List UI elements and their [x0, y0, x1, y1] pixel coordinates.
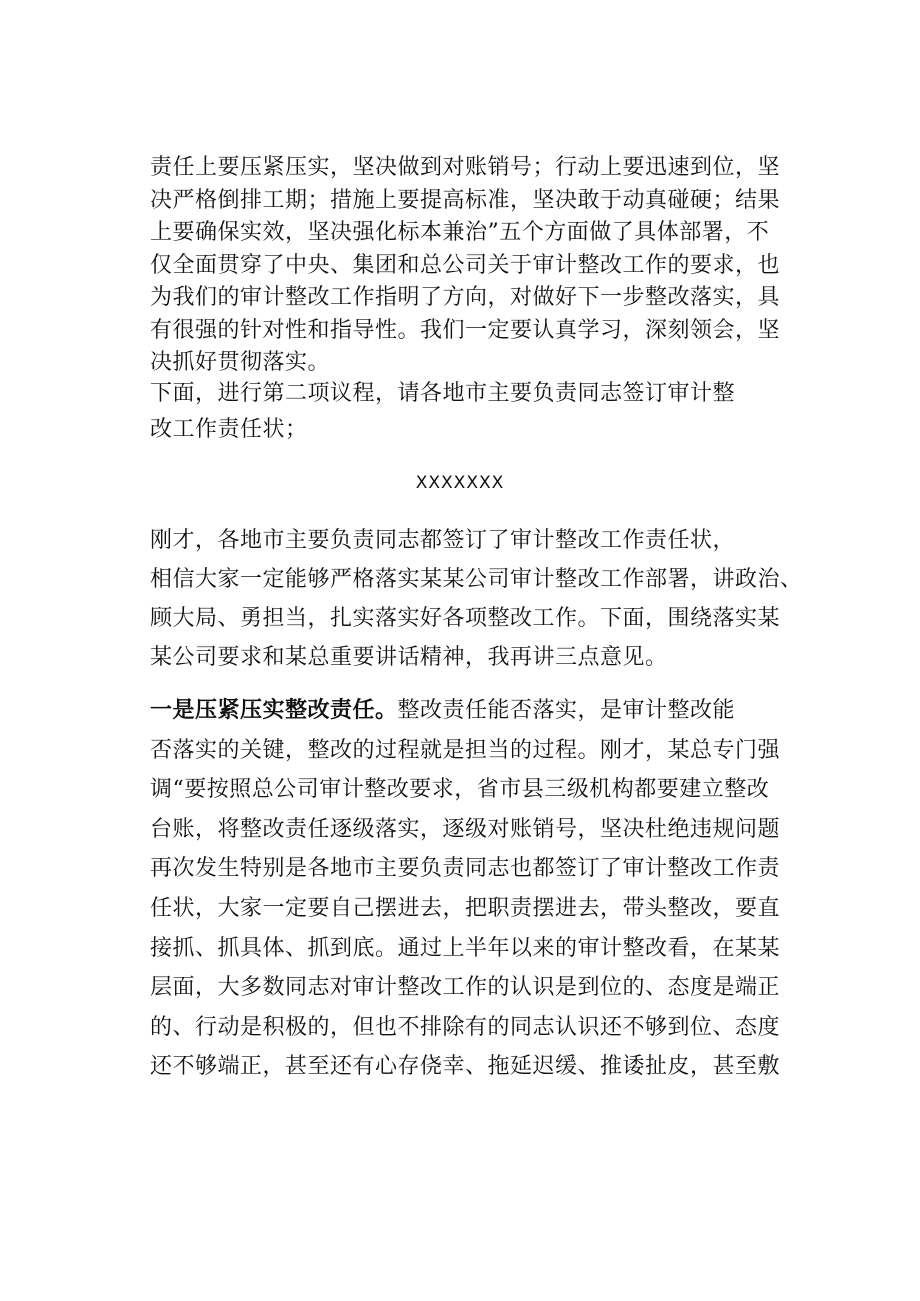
paragraph-1: 责任上要压紧压实，坚决做到对账销号；行动上要迅速到位，坚 决严格倒排工期；措施上要提高标准，坚决敢于动真碰硬；结果 上要确保实效，坚决强化标本兼治”五个方面做了具体部署，不 仅全面贯穿了中央、集团和总公司关于审计整改工作的要求，也 为我们的审计整改工作指明了方向，对做好下一步整改落实，具 有很强的针对性和指导性。我们一定要认真学习，深刻领会，坚 决抓好贯彻落实。 — [150, 155, 781, 375]
paragraph-2: 下面，进行第二项议程，请各地市主要负责同志签订审计整 改工作责任状； — [150, 381, 736, 442]
section-marker: XXXXXXX — [415, 473, 505, 493]
paragraph-4-body: 整改责任能否落实，是审计整改能 否落实的关键，整改的过程就是担当的过程。刚才，某总专门强 调“要按照总公司审计整改要求，省市县三级机构都要建立整改 台账，将整改责任逐级落实，逐级对账销号，坚决杜绝违规问题 再次发生特别是各地市主要负责同志也都签订了审计整改工作责 任状，大家一定要自己摆进去，把职责摆进去，带头整改，要直 接抓、抓具体、抓到底。通过上半年以来的审计整改看，在某某 层面，大多数同志对审计整改工作的认识是到位的、态度是端正 的、行动是积极的，但也不排除有的同志认识还不够到位、态度 还不够端正，甚至还有心存侥幸、拖延迟缓、推诿扯皮，甚至敷 — [150, 698, 781, 1080]
paragraph-3: 刚才，各地市主要负责同志都签订了审计整改工作责任状， 相信大家一定能够严格落实某某公司审计整改工作部署，讲政治、 顾大局、勇担当，扎实落实好各项整改工作。下面，围绕落实某 某公司要求和某总重要讲话精神，我再讲三点意见。 — [150, 528, 803, 670]
paragraph-4 — [150, 691, 810, 1087]
paragraph-4-heading: 一是压紧压实整改责任。 — [150, 697, 398, 723]
